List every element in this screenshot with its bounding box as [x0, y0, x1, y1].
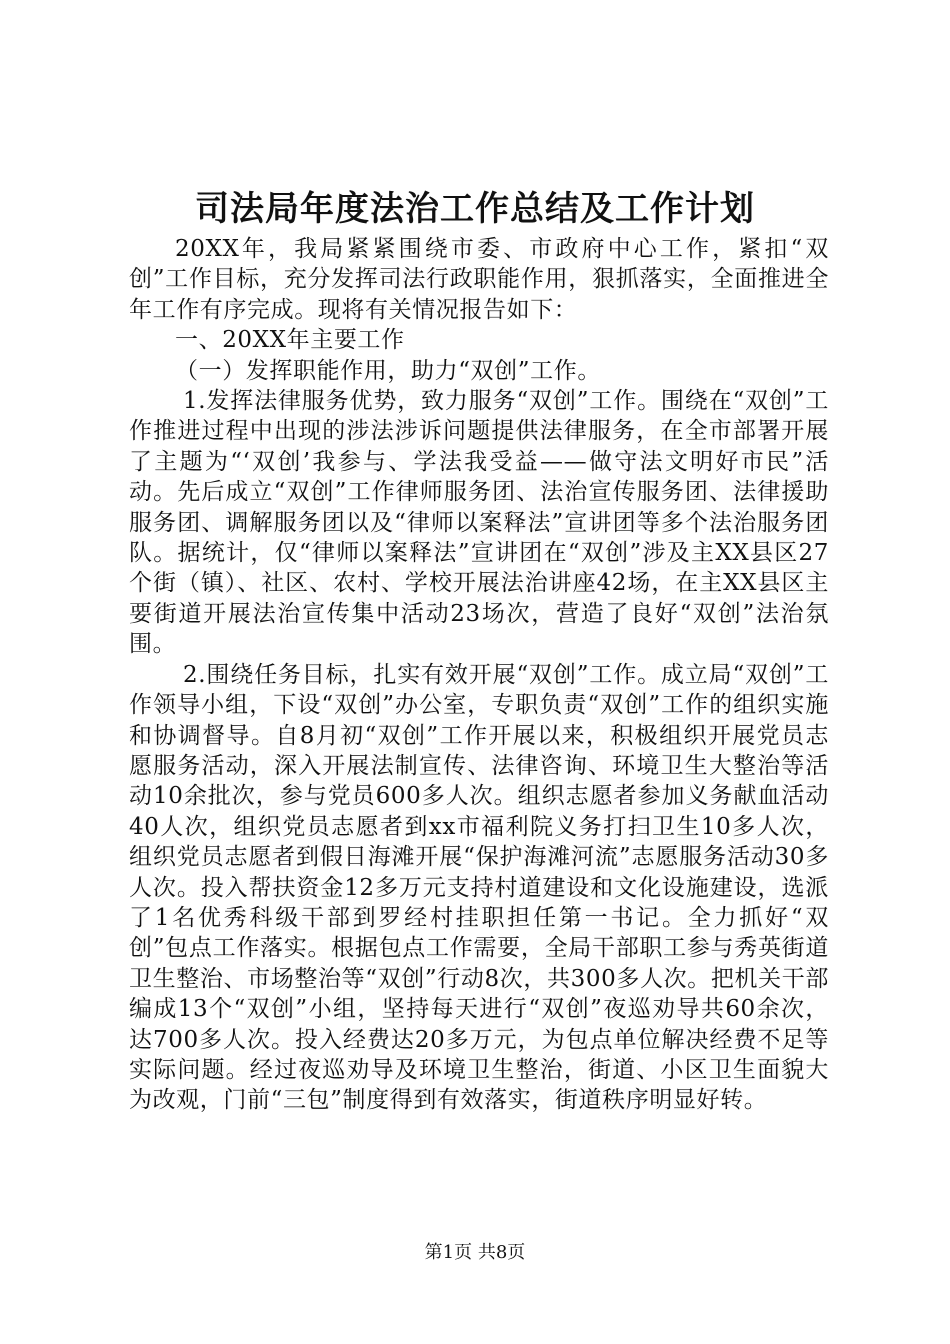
document-body [129, 234, 829, 1116]
page-footer: 第1页 共8页 [424, 1242, 526, 1263]
subsection-heading: （一）发挥职能作用，助力“双创”工作。 [175, 357, 601, 384]
section-heading: 一、20XX年主要工作 [175, 327, 405, 354]
intro-paragraph: 20XX年，我局紧紧围绕市委、市政府中心工作，紧扣“双创”工作目标，充分发挥司法行政职能作用，狠抓落实，全面推进全年工作有序完成。现将有关情况报告如下： [129, 236, 829, 323]
document-title: 司法局年度法治工作总结及工作计划 [195, 189, 755, 229]
item-paragraph-2: 2.围绕任务目标，扎实有效开展“双创”工作。成立局“双创”工作领导小组，下设“双创”办公室，专职负责“双创”工作的组织实施和协调督导。自8月初“双创”工作开展以来，积极组织开展党员志愿服务活动，深入开展法制宣传、法律咨询、环境卫生大整治等活动10余批次，参与党员600多人次。组织志愿者参加义务献血活动40人次，组织党员志愿者到xx市福利院义务打扫卫生10多人次，组织党员志愿者到假日海滩开展“保护海滩河流”志愿服务活动30多人次。投入帮扶资金12多万元支持村道建设和文化设施建设，选派了1名优秀科级干部到罗经村挂职担任第一书记。全力抓好“双创”包点工作落实。根据包点工作需要，全局干部职工参与秀英街道卫生整治、市场整治等“双创”行动8次，共300多人次。把机关干部编成13个“双创”小组，坚持每天进行“双创”夜巡劝导共60余次，达700多人次。投入经费达20多万元，为包点单位解决经费不足等实际问题。经过夜巡劝导及环境卫生整治，街道、小区卫生面貌大为改观，门前“三包”制度得到有效落实，街道秩序明显好转。 [129, 661, 829, 1114]
item-paragraph-1: 1.发挥法律服务优势，致力服务“双创”工作。围绕在“双创”工作推进过程中出现的涉法涉诉问题提供法律服务，在全市部署开展了主题为“‘双创’我参与、学法我受益——做守法文明好市民”活动。先后成立“双创”工作律师服务团、法治宣传服务团、法律援助服务团、调解服务团以及“律师以案释法”宣讲团等多个法治服务团队。据统计，仅“律师以案释法”宣讲团在“双创”涉及主XX县区27个街（镇）、社区、农村、学校开展法治讲座42场，在主XX县区主要街道开展法治宣传集中活动23场次，营造了良好“双创”法治氛围。 [129, 388, 829, 658]
